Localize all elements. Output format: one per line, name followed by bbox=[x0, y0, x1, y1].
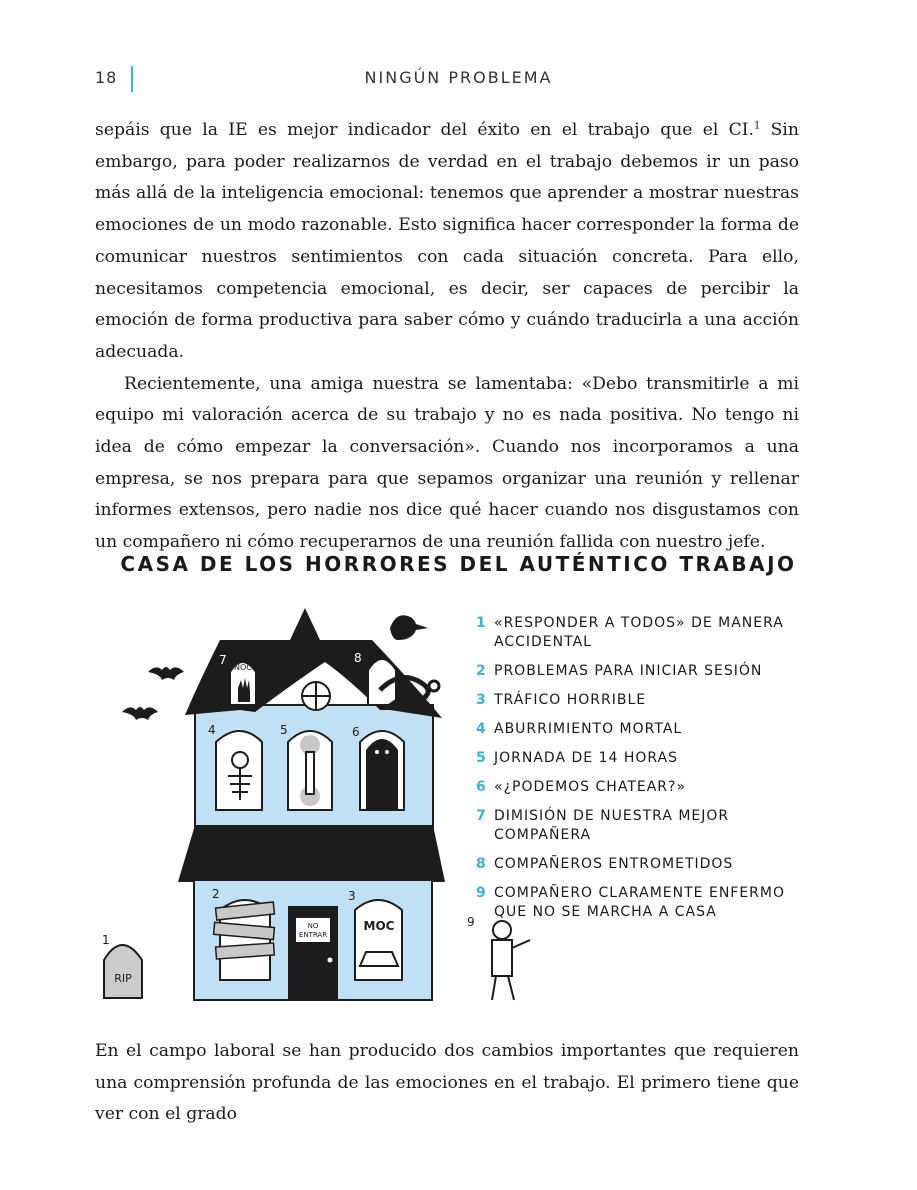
legend-item: 5 JORNADA DE 14 HORAS bbox=[476, 750, 678, 766]
legend-item: 4 ABURRIMIENTO MORTAL bbox=[476, 721, 683, 737]
page-number: 18 bbox=[95, 68, 118, 87]
svg-text:6: 6 bbox=[352, 725, 360, 739]
legend-item: 2 PROBLEMAS PARA INICIAR SESIÓN bbox=[476, 663, 763, 679]
footnote-ref[interactable]: 1 bbox=[754, 120, 761, 132]
figure-legend bbox=[476, 614, 806, 932]
haunted-house-illustration bbox=[90, 600, 475, 1020]
window-3 bbox=[355, 900, 402, 980]
svg-text:4: 4 bbox=[208, 723, 216, 737]
legend-item: 9 COMPAÑERO CLARAMENTE ENFERMO QUE NO SE MARCHA A CASA bbox=[476, 885, 786, 920]
running-header bbox=[0, 66, 917, 94]
legend-item: 8 COMPAÑEROS ENTROMETIDOS bbox=[476, 856, 734, 872]
bat-icon bbox=[122, 707, 158, 720]
svg-text:1: 1 bbox=[102, 933, 110, 947]
candle-icon bbox=[306, 752, 314, 794]
lower-text bbox=[95, 1036, 799, 1131]
svg-text:RIP: RIP bbox=[114, 972, 132, 985]
mummy-icon bbox=[492, 921, 530, 1000]
svg-text:MOC: MOC bbox=[363, 919, 395, 933]
paragraph-2: Recientemente, una amiga nuestra se lamentaba: «Debo transmitirle a mi equipo mi valoración acerca de su trabajo y no es nada positiva. No tengo ni idea de cómo empezar la conversación». Cuando nos incorporamos a una empresa, se nos prepara para que sepamos organizar una reunión y rellenar informes extensos, pero nadie nos dice qué hacer cuando nos disgustamos con un compañero ni cómo recuperarnos de una reunión fallida con nuestro jefe. bbox=[95, 373, 799, 553]
crow-icon bbox=[390, 615, 428, 640]
car-icon bbox=[360, 952, 398, 966]
legend-item: 1 «RESPONDER A TODOS» DE MANERA ACCIDENTAL bbox=[476, 615, 784, 650]
paragraph-3: En el campo laboral se han producido dos cambios importantes que requieren una comprensión profunda de las emociones en el trabajo. El primero tiene que ver con el grado bbox=[95, 1041, 799, 1125]
legend-item: 7 DIMISIÓN DE NUESTRA MEJOR COMPAÑERA bbox=[476, 808, 730, 843]
running-title: NINGÚN PROBLEMA bbox=[364, 68, 553, 87]
bat-icon bbox=[148, 667, 184, 680]
legend-item: 3 TRÁFICO HORRIBLE bbox=[476, 692, 647, 708]
svg-text:NOC: NOC bbox=[234, 663, 252, 672]
paragraph-1: sepáis que la IE es mejor indicador del éxito en el trabajo que el CI.$^1$ Sin embargo, para poder realizarnos de verdad en el trabajo debemos ir un paso más allá de la inteligencia emocional: tenemos que aprender a mostrar nuestras emociones de un modo razonable. Esto significa hacer corresponder la forma de comunicar nuestros sentimientos con cada situación concreta. Para ello, necesitamos competencia emocional, es decir, ser capaces de percibir la emoción de forma productiva para saber cómo y cuándo traducirla a una acción adecuada. bbox=[95, 120, 799, 362]
svg-text:9: 9 bbox=[467, 915, 475, 929]
svg-text:8: 8 bbox=[354, 651, 362, 665]
figure-title: CASA DE LOS HORRORES DEL AUTÉNTICO TRABAJO bbox=[120, 552, 797, 576]
legend-item: 6 «¿PODEMOS CHATEAR?» bbox=[476, 779, 687, 795]
svg-text:7: 7 bbox=[219, 653, 227, 667]
middle-roof bbox=[178, 825, 445, 882]
svg-text:2: 2 bbox=[212, 887, 220, 901]
upper-text bbox=[95, 115, 799, 559]
svg-text:5: 5 bbox=[280, 723, 288, 737]
svg-text:ENTRAR: ENTRAR bbox=[298, 931, 328, 939]
svg-text:NO: NO bbox=[307, 922, 319, 930]
ghost-icon bbox=[366, 739, 398, 810]
svg-text:3: 3 bbox=[348, 889, 356, 903]
